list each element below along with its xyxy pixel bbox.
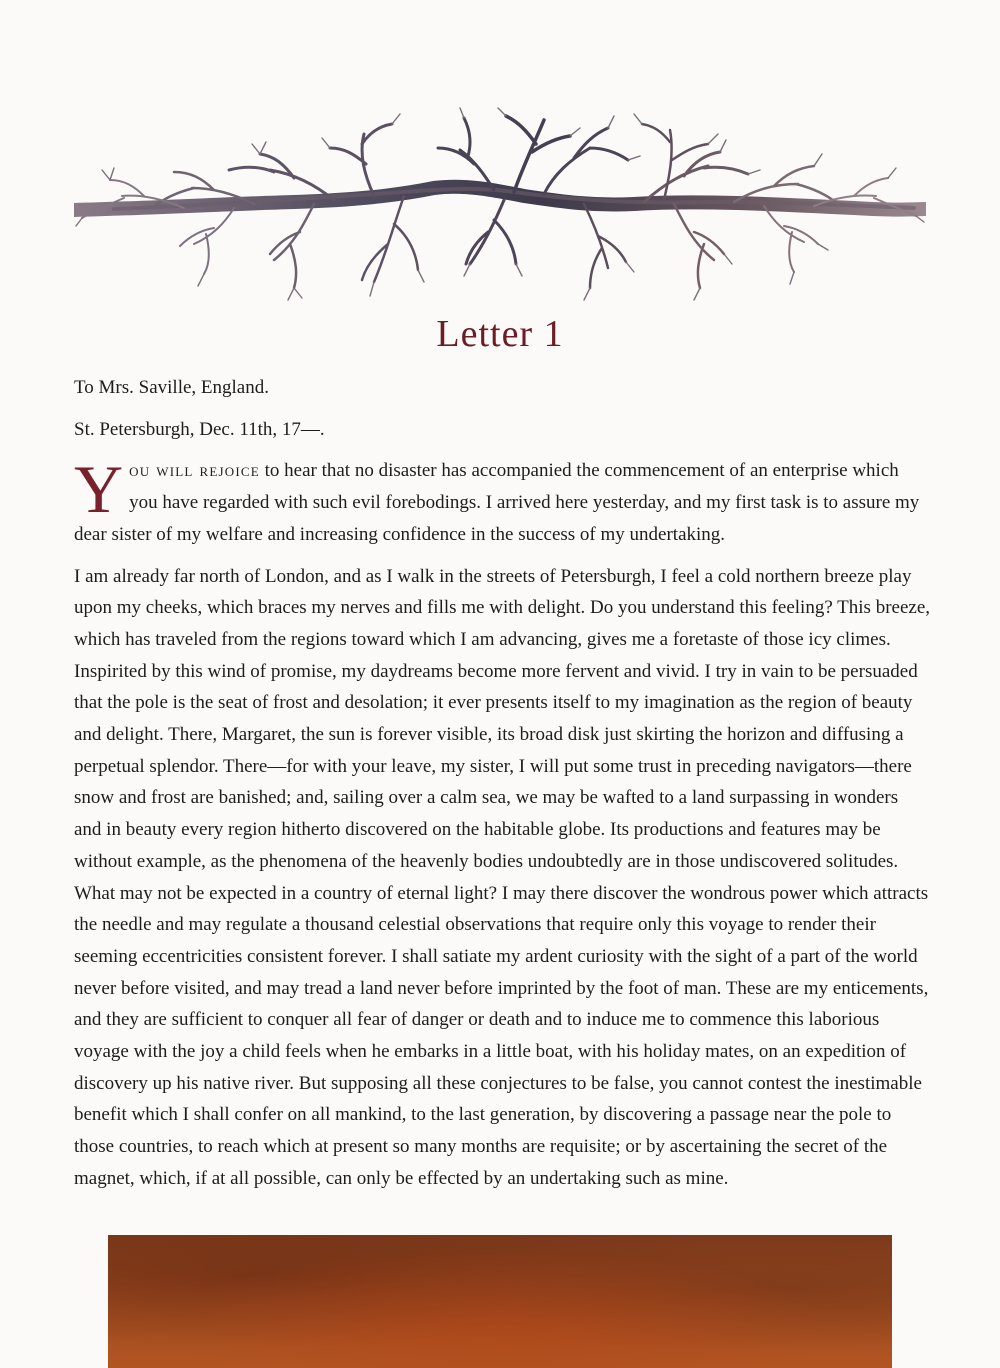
page-title: Letter 1 <box>436 313 564 355</box>
illustration-image <box>108 1235 892 1368</box>
opening-small-caps: ou will rejoice <box>129 460 260 482</box>
place-date-line: St. Petersburgh, Dec. 11th, 17—. <box>74 418 325 440</box>
addressee-line: To Mrs. Saville, England. <box>74 377 269 398</box>
opening-paragraph-text: to hear that no disaster has accompanied the commencement of an enterprise which you have regarded with such evil forebodings. I arrived here yesterday, and my first task is to assure my dear sister of my welfare and increasing confidence in the success of my undertaking. <box>74 460 920 545</box>
opening-paragraph <box>74 451 930 550</box>
branch-ornament-icon <box>74 104 926 318</box>
drop-cap: Y <box>74 451 124 528</box>
letter-body <box>74 372 930 1205</box>
body-paragraph: I am already far north of London, and as I walk in the streets of Petersburgh, I feel a cold northern breeze play upon my cheeks, which braces my nerves and fills me with delight. Do you understand this feeling? This breeze, which has traveled from the regions toward which I am advancing, gives me a foretaste of those icy climes. Inspirited by this wind of promise, my daydreams become more fervent and vivid. I try in vain to be persuaded that the pole is the seat of frost and desolation; it ever presents itself to my imagination as the region of beauty and delight. There, Margaret, the sun is forever visible, its broad disk just skirting the horizon and diffusing a perpetual splendor. There—for with your leave, my sister, I will put some trust in preceding navigators—there snow and frost are banished; and, sailing over a calm sea, we may be wafted to a land surpassing in wonders and in beauty every region hitherto discovered on the habitable globe. Its productions and features may be without example, as the phenomena of the heavenly bodies undoubtedly are in those undiscovered solitudes. What may not be expected in a country of eternal light? I may there discover the wondrous power which attracts the needle and may regulate a thousand celestial observations that require only this voyage to render their seeming eccentricities consistent forever. I shall satiate my ardent curiosity with the sight of a part of the world never before visited, and may tread a land never before imprinted by the foot of man. These are my enticements, and they are sufficient to conquer all fear of danger or death and to induce me to commence this laborious voyage with the joy a child feels when he embarks in a little boat, with his holiday mates, on an expedition of discovery up his native river. But supposing all these conjectures to be false, you cannot contest the inestimable benefit which I shall confer on all mankind, to the last generation, by discovering a passage near the pole to those countries, to reach which at present so many months are requisite; or by ascertaining the secret of the magnet, which, if at all possible, can only be effected by an undertaking such as mine. <box>74 565 931 1189</box>
